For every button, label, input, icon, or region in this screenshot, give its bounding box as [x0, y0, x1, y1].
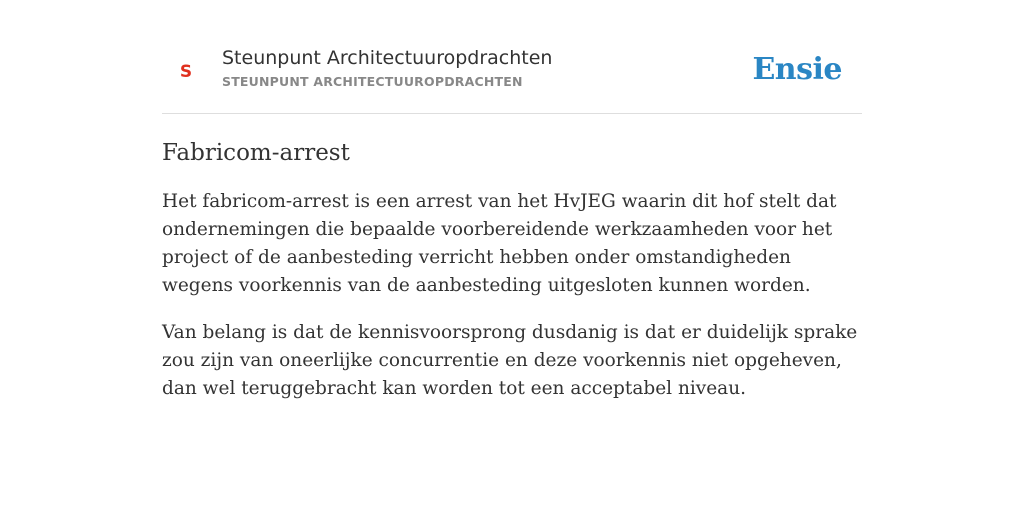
ensie-logo-link[interactable]: Ensie: [752, 52, 842, 87]
article-title: Fabricom-arrest: [162, 140, 350, 166]
organization-logo[interactable]: S: [179, 62, 193, 82]
article-paragraph: Van belang is dat de kennisvoorsprong dusdanig is dat er duidelijk sprake zou zijn van oneerlijke concurrentie en deze voorkennis niet opgeheven, dan wel teruggebracht kan worden tot een acceptabel niveau.: [162, 322, 858, 399]
article: [162, 138, 864, 422]
header: [162, 36, 862, 114]
article-paragraph: Het fabricom-arrest is een arrest van het HvJEG waarin dit hof stelt dat ondernemingen die bepaalde voorbereidende werkzaamheden voor het project of de aanbesteding verricht hebben onder omstandigheden wegens voorkennis van de aanbesteding uitgesloten kunnen worden.: [162, 191, 837, 296]
organization-name-link[interactable]: Steunpunt Architectuuropdrachten: [222, 47, 553, 69]
organization-subtitle: STEUNPUNT ARCHITECTUUROPDRACHTEN: [222, 74, 523, 89]
